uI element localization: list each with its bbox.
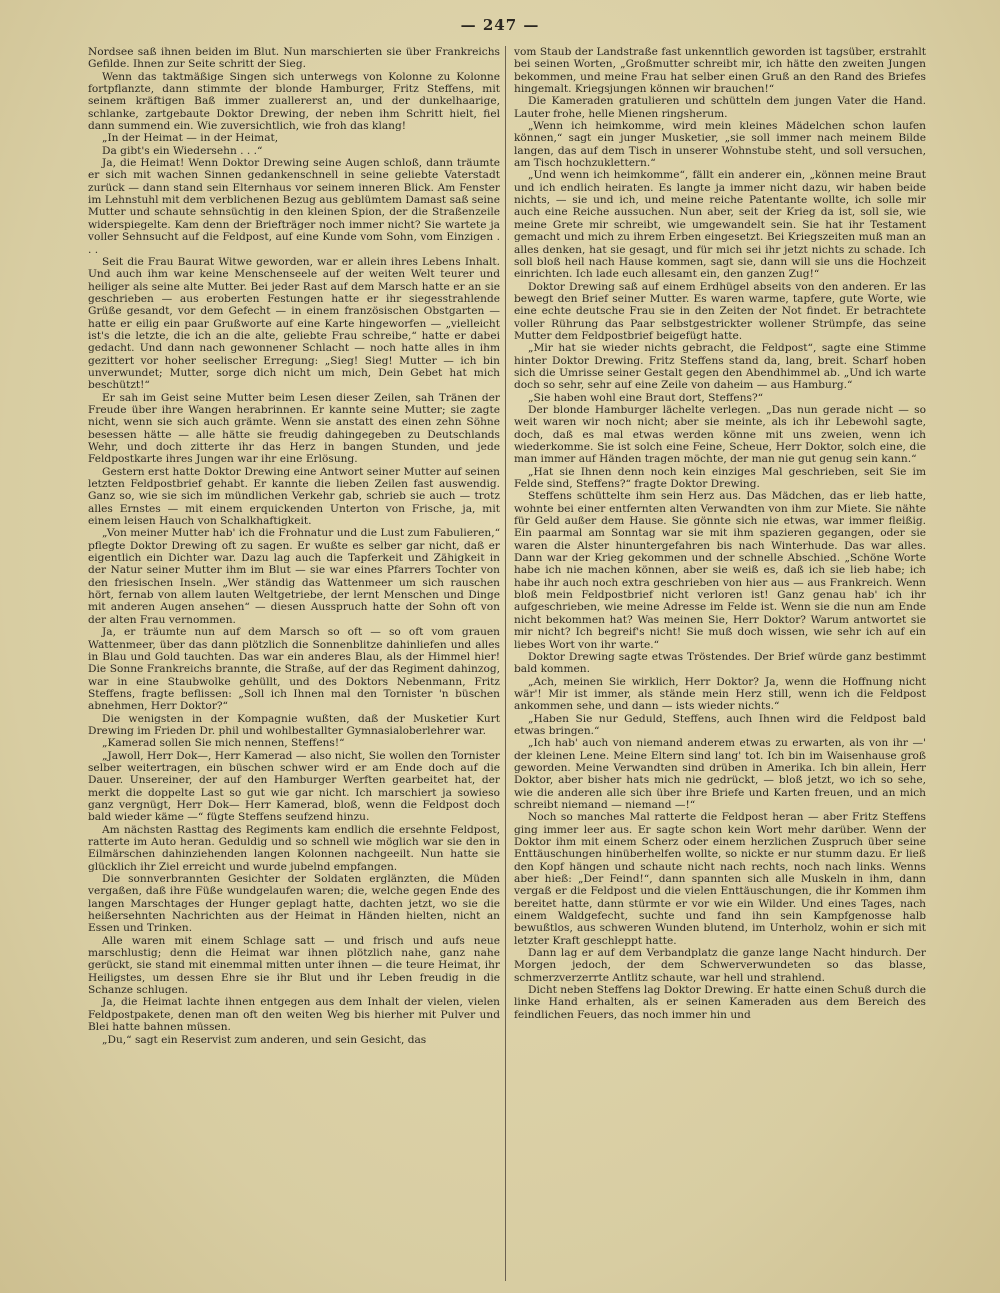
- paragraph: Er sah im Geist seine Mutter beim Lesen dieser Zeilen, sah Tränen der Freude über ihre Wangen herabrinnen. Er kannte seine Mutter; sie zagte nicht, wenn sie sich auch grämte. Wenn sie anstatt des einen zehn Söhne besessen hätte — alle hätte sie freudig dahingegeben zu Deutschlands Wehr, und doch zitterte ihr das Herz in bangen Stunden, und jede Feldpostkarte ihres Jungen war ihr eine Erlösung.: [88, 391, 500, 466]
- paragraph: „Mir hat sie wieder nichts gebracht, die Feldpost“, sagte eine Stimme hinter Doktor Drewing. Fritz Steffens stand da, lang, breit. Scharf hoben sich die Umrisse seiner Gestalt gegen den Abendhimmel ab. „Und ich warte doch so sehr, sehr auf eine Zeile von daheim — aus Hamburg.“: [514, 342, 926, 392]
- paragraph: Dann lag er auf dem Verbandplatz die ganze lange Nacht hindurch. Der Morgen jedoch, der dem Schwerverwundeten so das blasse, schmerzverzerrte Antlitz schaute, war hell und strahlend.: [514, 947, 926, 984]
- paragraph: Ja, er träumte nun auf dem Marsch so oft — so oft vom grauen Wattenmeer, über das dann plötzlich die Sonnenblitze dahinliefen und alles in Blau und Gold tauchten. Das war ein anderes Blau, als der Himmel hier! Die Sonne Frankreichs brannte, die Straße, auf der das Regiment dahinzog, war in eine Staubwolke gehüllt, und des Doktors Nebenmann, Fritz Steffens, fragte beflissen: „Soll ich Ihnen mal den Tornister 'n büschen abnehmen, Herr Doktor?“: [88, 626, 500, 713]
- paragraph: Steffens schüttelte ihm sein Herz aus. Das Mädchen, das er lieb hatte, wohnte bei einer entfernten alten Verwandten von ihm zur Miete. Sie nähte für Geld außer dem Hause. Sie gönnte sich nie etwas, war immer fleißig. Ein paarmal am Sonntag war sie mit ihm spazieren gegangen, oder sie waren die Alster hinuntergefahren bis nach Winterhude. Das war alles. Dann war der Krieg gekommen und der schnelle Abschied. „Schöne Worte habe ich nie machen können, aber sie weiß es, daß ich sie lieb habe; ich habe ihr auch noch extra geschrieben von hier aus — aus Frankreich. Wenn bloß mein Feldpostbrief nicht verloren ist! Ganz genau hab' ich ihr aufgeschrieben, wie meine Adresse im Felde ist. Wenn sie die nun am Ende nicht bekommen hat? Was meinen Sie, Herr Doktor? Warum antwortet sie mir nicht? Ich begreif's nicht! Sie muß doch wissen, wie sehr ich auf ein liebes Wort von ihr warte.“: [514, 490, 926, 651]
- paragraph: Dicht neben Steffens lag Doktor Drewing. Er hatte einen Schuß durch die linke Hand erhalten, als er seinen Kameraden aus dem Bereich des feindlichen Feuers, das noch immer hin und: [514, 984, 926, 1021]
- paragraph: „Sie haben wohl eine Braut dort, Steffens?“: [528, 391, 764, 404]
- right-column: [514, 46, 926, 1286]
- paragraph: Doktor Drewing saß auf einem Erdhügel abseits von den anderen. Er las bewegt den Brief seiner Mutter. Es waren warme, tapfere, gute Worte, wie eine echte deutsche Frau sie in den Zeiten der Not findet. Er betrachtete voller Rührung das Paar selbstgestrickter wollener Strümpfe, das seine Mutter dem Feldpostbrief beigefügt hatte.: [514, 280, 926, 342]
- paragraph: Die sonnverbrannten Gesichter der Soldaten erglänzten, die Müden vergaßen, daß ihre Füße wundgelaufen waren; die, welche gegen Ende des langen Marschtages der Hunger geplagt hatte, dachten jetzt, wo sie die heißersehnten Nachrichten aus der Heimat in Händen hielten, nicht an Essen und Trinken.: [88, 873, 500, 935]
- paragraph: „Kamerad sollen Sie mich nennen, Steffens!“: [102, 737, 345, 750]
- paragraph: Der blonde Hamburger lächelte verlegen. „Das nun gerade nicht — so weit waren wir noch nicht; aber sie meinte, als ich ihr Lebewohl sagte, doch, daß es mal etwas werden könne mit uns zweien, wenn ich wiederkomme. Sie ist solch eine Feine, Scheue, Herr Doktor, solch eine, die man immer auf Händen tragen möchte, der man nie gut genug sein kann.“: [514, 403, 926, 466]
- paragraph: „Ach, meinen Sie wirklich, Herr Doktor? Ja, wenn die Hoffnung nicht wär'! Mir ist immer, als stände mein Herz still, wenn ich die Feldpost ankommen sehe, und dann — ists wieder nichts.“: [514, 675, 926, 713]
- paragraph: „Wenn ich heimkomme, wird mein kleines Mädelchen schon laufen können,“ sagt ein junger Musketier, „sie soll immer nach meinem Bilde langen, das auf dem Tisch in unserer Wohnstube steht, und soll versuchen, am Tisch hochzuklettern.“: [514, 120, 926, 170]
- paragraph: „Du,“ sagt ein Reservist zum anderen, und sein Gesicht, das: [102, 1033, 427, 1046]
- paragraph: „Hat sie Ihnen denn noch kein einziges Mal geschrieben, seit Sie im Felde sind, Steffens?“ fragte Doktor Drewing.: [514, 465, 926, 491]
- paragraph: Gestern erst hatte Doktor Drewing eine Antwort seiner Mutter auf seinen letzten Feldpostbrief gehabt. Er kannte die lieben Zeilen fast auswendig. Ganz so, wie sie sich im mündlichen Verkehr gab, schrieb sie auch — trotz alles Ernstes — mit einem erquickenden Unterton von Frische, ja, mit einem leisen Hauch von Schalkhaftigkeit.: [88, 465, 500, 528]
- paragraph: Am nächsten Rasttag des Regiments kam endlich die ersehnte Feldpost, ratterte im Auto heran. Geduldig und so schnell wie möglich war sie den in Eilmärschen dahinziehenden langen Kolonnen nachgeeilt. Nun hatte sie glücklich ihr Ziel erreicht und wurde jubelnd empfangen.: [88, 823, 500, 873]
- paragraph: Nordsee saß ihnen beiden im Blut. Nun marschierten sie über Frankreichs Gefilde. Ihnen zur Seite schritt der Sieg.: [88, 46, 500, 71]
- paragraph: Da gibt's ein Wiedersehn . . .“: [102, 144, 263, 157]
- paragraph: „Jawoll, Herr Dok—, Herr Kamerad — also nicht, Sie wollen den Tornister selber weitertragen, ein büschen schwer wird er am Ende doch auf die Dauer. Unsereiner, der auf den Hamburger Werften gearbeitet hat, der merkt die doppelte Last so gut wie gar nicht. Ich marschiert ja sowieso ganz vergnügt, Herr Dok— Herr Kamerad, bloß, wenn die Feldpost doch bald wieder käme —“ fügte Steffens seufzend hinzu.: [88, 749, 500, 824]
- paragraph: Die Kameraden gratulieren und schütteln dem jungen Vater die Hand. Lauter frohe, helle Mienen ringsherum.: [514, 95, 926, 120]
- paragraph: Ja, die Heimat! Wenn Doktor Drewing seine Augen schloß, dann träumte er sich mit wachen Sinnen gedankenschnell in seine geliebte Vaterstadt zurück — dann stand sein Elternhaus vor seinem inneren Blick. Am Fenster im Lehnstuhl mit dem verblichenen Bezug aus geblümtem Damast saß seine Mutter und schaute sehnsüchtig in den kleinen Spion, der die Straßenzeile widerspiegelte. Kam denn der Briefträger noch immer nicht? Sie wartete ja voller Sehnsucht auf die Feldpost, auf eine Kunde vom Sohn, vom Einzigen . . .: [88, 157, 500, 256]
- paragraph: Ja, die Heimat lachte ihnen entgegen aus dem Inhalt der vielen, vielen Feldpostpakete, denen man oft den weiten Weg bis hierher mit Pulver und Blei hatte bahnen müssen.: [88, 996, 500, 1034]
- paragraph: „Und wenn ich heimkomme“, fällt ein anderer ein, „können meine Braut und ich endlich heiraten. Es langte ja immer nicht dazu, wir haben beide nichts, — sie und ich, und meine reiche Patentante wollte, ich solle mir auch eine Reiche aussuchen. Nun aber, seit der Krieg da ist, soll sie, wie meine Grete mir schreibt, wie umgewandelt sein. Sie hat ihr Testament gemacht und mich zu ihrem Erben eingesetzt. Bei Kriegszeiten muß man an alles denken, hat sie gesagt, und für mich sei ihr jetzt nichts zu schade. Ich soll bloß heil nach Hause kommen, sagt sie, dann will sie uns die Hochzeit einrichten. Ich lade euch allesamt ein, den ganzen Zug!“: [514, 169, 926, 281]
- left-column: [88, 46, 500, 1286]
- page-number: — 247 —: [460, 16, 540, 34]
- paragraph: vom Staub der Landstraße fast unkenntlich geworden ist tagsüber, erstrahlt bei seinen Worten, „Großmutter schreibt mir, ich hätte den zweiten Jungen bekommen, und meine Frau hat selber einen Gruß an den Rand des Briefes hingemalt. Kriegsjungen können wir brauchen!“: [514, 46, 926, 96]
- paragraph: Alle waren mit einem Schlage satt — und frisch und aufs neue marschlustig; denn die Heimat war ihnen plötzlich nahe, ganz nahe gerückt, sie stand mit einemmal mitten unter ihnen — die teure Heimat, ihr Heiligstes, um dessen Ehre sie ihr Blut und ihr Leben freudig in die Schanze schlugen.: [88, 934, 500, 997]
- column-divider: [505, 46, 506, 1281]
- paragraph: Noch so manches Mal ratterte die Feldpost heran — aber Fritz Steffens ging immer leer aus. Er sagte schon kein Wort mehr darüber. Wenn der Doktor ihm mit einem Scherz oder einem herzlichen Zuspruch über seine Enttäuschungen hinüberhelfen wollte, so nickte er nur stumm dazu. Er ließ den Kopf hängen und schaute nicht nach rechts, noch nach links. Wenns aber hieß: „Der Feind!“, dann spannten sich alle Muskeln in ihm, dann vergaß er die Feldpost und die vielen Enttäuschungen, die ihr Kommen ihm bereitet hatte, dann stürmte er vor wie ein Wilder. Und eines Tages, nach einem Waldgefecht, suchte und fand ihn sein Kampfgenosse halb bewußtlos, aus schweren Wunden blutend, im Unterholz, wohin er sich mit letzter Kraft geschleppt hatte.: [514, 811, 926, 947]
- paragraph: „Haben Sie nur Geduld, Steffens, auch Ihnen wird die Feldpost bald etwas bringen.“: [514, 712, 926, 737]
- paragraph: „Ich hab' auch von niemand anderem etwas zu erwarten, als von ihr —' der kleinen Lene. Meine Eltern sind lang' tot. Ich bin im Waisenhause groß geworden. Meine Verwandten sind drüben in Amerika. Ich bin allein, Herr Doktor, aber bisher hats mich nie gedrückt, — bloß jetzt, wo ich so sehe, wie die anderen alle sich über ihre Briefe und Karten freuen, und an mich schreibt niemand — niemand —!“: [514, 737, 926, 811]
- paragraph: Die wenigsten in der Kompagnie wußten, daß der Musketier Kurt Drewing im Frieden Dr. phil und wohlbestallter Gymnasialoberlehrer war.: [88, 712, 500, 737]
- paragraph: „Von meiner Mutter hab' ich die Frohnatur und die Lust zum Fabulieren,“ pflegte Doktor Drewing oft zu sagen. Er wußte es selber gar nicht, daß er eigentlich ein Dichter war. Dazu lag auch die Tapferkeit und Zähigkeit in der Natur seiner Mutter ihm im Blut — sie war eines Pfarrers Tochter von den friesischen Inseln. „Wer ständig das Wattenmeer um sich rauschen hört, fernab von allem lauten Weltgetriebe, der lernt Menschen und Dinge mit anderen Augen ansehen“ — diesen Ausspruch hatte der Sohn oft von der alten Frau vernommen.: [88, 527, 500, 626]
- paragraph: Seit die Frau Baurat Witwe geworden, war er allein ihres Lebens Inhalt. Und auch ihm war keine Menschenseele auf der weiten Welt teurer und heiliger als seine alte Mutter. Bei jeder Rast auf dem Marsch hatte er an sie geschrieben — aus eroberten Festungen hatte er ihr siegesstrahlende Grüße gesandt, vor dem Gefecht — in einem französischen Obstgarten — hatte er eilig ein paar Grußworte auf eine Karte hingeworfen — „vielleicht ist's die letzte, die ich an die alte, geliebte Frau schreibe,“ hatte er dabei gedacht. Und dann nach gewonnener Schlacht — noch hatte alles in ihm gezittert vor hoher seelischer Erregung: „Sieg! Sieg! Mutter — ich bin unverwundet; Mutter, sorge dich nicht um mich, Dein Gebet hat mich beschützt!“: [88, 255, 500, 392]
- paragraph: „In der Heimat — in der Heimat,: [102, 132, 279, 145]
- paragraph: Doktor Drewing sagte etwas Tröstendes. Der Brief würde ganz bestimmt bald kommen.: [514, 650, 926, 676]
- paragraph: Wenn das taktmäßige Singen sich unterwegs von Kolonne zu Kolonne fortpflanzte, dann stimmte der blonde Hamburger, Fritz Steffens, mit seinem kräftigen Baß immer zuallererst an, und der dunkelhaarige, schlanke, zartgebaute Doktor Drewing, der neben ihm Schritt hielt, fiel dann summend ein. Wie zuversichtlich, wie froh das klang!: [88, 70, 500, 133]
